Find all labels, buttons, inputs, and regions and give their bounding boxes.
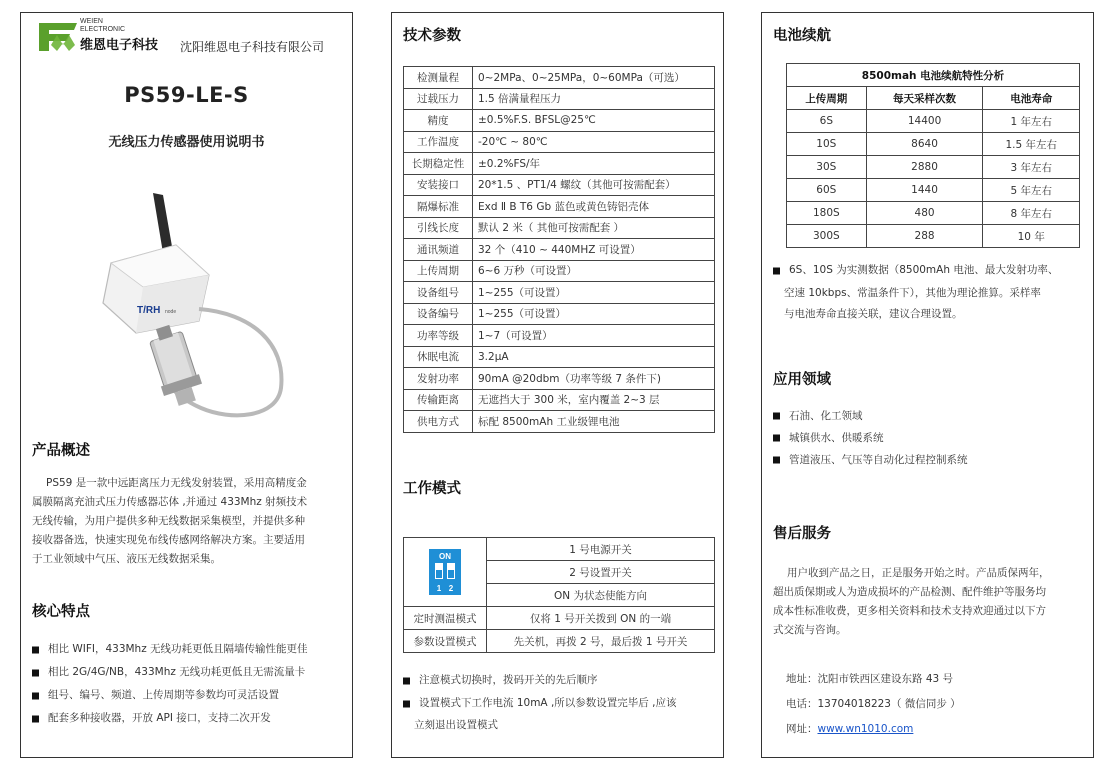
logo-english-text [80,18,125,34]
battery-col-header: 每天采样次数 [866,87,983,110]
device-label-small: node [165,309,177,315]
panel-specs [391,12,724,758]
battery-table [786,63,1080,248]
spec-key: 隔爆标准 [404,196,473,218]
spec-row [404,368,715,390]
mode-row: 2 号设置开关 [487,561,715,584]
spec-key: 安装接口 [404,174,473,196]
spec-row [404,411,715,433]
feature-item: 相比 WIFI，433Mhz 无线功耗更低且隔墙传输性能更佳 [32,638,308,661]
spec-row [404,389,715,411]
product-model: PS59-LE-S [124,83,249,107]
spec-row [404,67,715,89]
battery-cell: 2880 [866,156,983,179]
mode-notes-list [403,669,676,715]
battery-cell: 180S [787,202,867,225]
mode-row: ON 为状态使能方向 [487,584,715,607]
specs-table [403,66,715,433]
service-line: 式交流与咨询。 [773,624,847,636]
battery-cell: 10 年 [983,225,1080,248]
application-list [773,405,968,471]
panel-battery-service [761,12,1094,758]
mode-desc: 仅将 1 号开关拨到 ON 的一端 [487,607,715,630]
spec-row [404,325,715,347]
battery-cell: 5 年左右 [983,179,1080,202]
battery-cell: 30S [787,156,867,179]
service-line: 用户收到产品之日，正是服务开始之时。产品质保两年， [787,567,1050,579]
application-item: 城镇供水、供暖系统 [773,427,968,449]
spec-value: 6~6 万秒（可设置） [473,260,715,282]
spec-value: 1~7（可设置） [473,325,715,347]
spec-row [404,260,715,282]
battery-row [787,156,1080,179]
application-item: 石油、化工领域 [773,405,968,427]
spec-key: 引线长度 [404,217,473,239]
battery-cell: 14400 [866,110,983,133]
spec-value: -20℃ ~ 80℃ [473,131,715,153]
spec-key: 精度 [404,110,473,132]
battery-cell: 8 年左右 [983,202,1080,225]
battery-note-continued [784,283,1041,325]
manual-subtitle: 无线压力传感器使用说明书 [108,135,265,150]
spec-row [404,196,715,218]
device-label: T/RH [137,305,161,316]
switch-2-label: 2 [448,584,454,593]
mode-name: 参数设置模式 [404,630,487,653]
spec-key: 设备组号 [404,282,473,304]
dip-switch-cell [404,538,487,607]
spec-value: 0~2MPa、0~25MPa，0~60MPa（可选） [473,67,715,89]
battery-cell: 8640 [866,133,983,156]
battery-cell: 10S [787,133,867,156]
overview-line: 接收器备选，快速实现免布线传感网络解决方案。主要适用 [32,534,305,546]
logo-chinese-text: 维恩电子科技 [80,38,159,53]
contact-info [786,667,961,742]
mode-note: 设置模式下工作电流 10mA ,所以参数设置完毕后 ,应该 [403,692,676,715]
work-mode-heading: 工作模式 [403,481,461,497]
overview-line: 于工业领域中气压、液压无线数据采集。 [32,553,221,565]
spec-key: 休眠电流 [404,346,473,368]
switch-1-label: 1 [436,584,442,593]
battery-table-caption: 8500mah 电池续航特性分析 [787,64,1080,87]
battery-cell: 6S [787,110,867,133]
website-label: 网址： [786,723,818,735]
feature-item: 配套多种接收器，开放 API 接口，支持二次开发 [32,707,308,730]
website-link[interactable]: www.wn1010.com [817,723,914,735]
spec-key: 通讯频道 [404,239,473,261]
contact-address: 地址：沈阳市铁西区建设东路 43 号 [786,673,954,685]
battery-note-line: 空速 10kbps、常温条件下），其他为理论推算。采样率 [784,287,1041,299]
spec-row [404,110,715,132]
spec-value: ±0.2%FS/年 [473,153,715,175]
spec-key: 设备编号 [404,303,473,325]
battery-cell: 60S [787,179,867,202]
overview-line: 属膜隔离充油式压力传感器芯体 ,并通过 433Mhz 射频技术 [32,496,308,508]
mode-row: 1 号电源开关 [487,538,715,561]
specs-heading: 技术参数 [403,28,461,44]
battery-cell: 288 [866,225,983,248]
spec-key: 工作温度 [404,131,473,153]
service-line: 成本性标准收费，更多相关资料和技术支持欢迎通过以下方 [773,605,1046,617]
battery-cell: 1 年左右 [983,110,1080,133]
spec-row [404,153,715,175]
application-heading: 应用领域 [773,372,831,388]
battery-cell: 1.5 年左右 [983,133,1080,156]
pressure-sensor-device-image [81,183,311,423]
battery-row [787,133,1080,156]
battery-cell: 300S [787,225,867,248]
spec-key: 供电方式 [404,411,473,433]
spec-key: 上传周期 [404,260,473,282]
spec-value: ±0.5%F.S. BFSL@25℃ [473,110,715,132]
spec-row [404,131,715,153]
spec-value: 标配 8500mAh 工业级锂电池 [473,411,715,433]
overview-heading: 产品概述 [32,443,90,459]
spec-value: 1.5 倍满量程压力 [473,88,715,110]
logo-en-line1: WEIEN [80,18,103,25]
spec-value: 默认 2 米（ 其他可按需配套 ） [473,217,715,239]
spec-value: 3.2μA [473,346,715,368]
battery-row [787,202,1080,225]
mode-name: 定时测温模式 [404,607,487,630]
work-mode-table [403,537,715,653]
battery-row [787,110,1080,133]
spec-key: 长期稳定性 [404,153,473,175]
company-name: 沈阳维恩电子科技有限公司 [180,40,325,54]
spec-row [404,346,715,368]
spec-key: 过载压力 [404,88,473,110]
switch-on-label: ON [439,552,451,561]
overview-paragraph [32,474,348,569]
dip-switch-icon [429,549,461,595]
battery-col-header: 电池寿命 [983,87,1080,110]
battery-note: 6S、10S 为实测数据（8500mAh 电池、最大发射功率、 [773,260,1058,281]
application-item: 管道液压、气压等自动化过程控制系统 [773,449,968,471]
logo-en-line2: ELECTRONIC [80,26,126,33]
spec-key: 检测量程 [404,67,473,89]
feature-item: 相比 2G/4G/NB，433Mhz 无线功耗更低且无需流量卡 [32,661,308,684]
battery-cell: 480 [866,202,983,225]
battery-note-line: 与电池寿命直接关联，建议合理设置。 [784,308,963,320]
spec-value: Exd Ⅱ B T6 Gb 蓝色或黄色铸铝壳体 [473,196,715,218]
battery-col-header: 上传周期 [787,87,867,110]
spec-value: 32 个（410 ~ 440MHZ 可设置） [473,239,715,261]
service-heading: 售后服务 [773,526,831,542]
spec-value: 无遮挡大于 300 米，室内覆盖 2~3 层 [473,389,715,411]
spec-row [404,239,715,261]
service-line: 超出质保期或人为造成损坏的产品检测、配件维护等服务均 [773,586,1046,598]
service-paragraph [773,564,1089,640]
overview-line: 无线传输，为用户提供多种无线数据采集模型，并提供多种 [32,515,305,527]
battery-heading: 电池续航 [773,28,831,44]
mode-desc: 先关机，再拨 2 号，最后拨 1 号开关 [487,630,715,653]
spec-key: 功率等级 [404,325,473,347]
features-list [32,638,308,730]
panel-product-intro [20,12,353,758]
battery-row [787,179,1080,202]
spec-key: 发射功率 [404,368,473,390]
spec-row [404,88,715,110]
spec-value: 90mA @20dbm（功率等级 7 条件下) [473,368,715,390]
features-heading: 核心特点 [32,604,90,620]
spec-row [404,303,715,325]
spec-row [404,282,715,304]
contact-website [786,717,961,742]
spec-value: 20*1.5 、PT1/4 螺纹（其他可按需配套） [473,174,715,196]
battery-cell: 1440 [866,179,983,202]
spec-value: 1~255（可设置） [473,282,715,304]
battery-note-list [773,260,1058,281]
battery-row [787,225,1080,248]
contact-phone: 电话：13704018223（ 微信同步 ） [786,698,961,710]
mode-note: 注意模式切换时，拨码开关的先后顺序 [403,669,676,692]
spec-value: 1~255（可设置） [473,303,715,325]
mode-note-continued: 立刻退出设置模式 [414,719,498,731]
overview-line: PS59 是一款中远距离压力无线发射装置，采用高精度金 [46,477,307,489]
spec-key: 传输距离 [404,389,473,411]
battery-cell: 3 年左右 [983,156,1080,179]
spec-row [404,217,715,239]
spec-row [404,174,715,196]
feature-item: 组号、编号、频道、上传周期等参数均可灵活设置 [32,684,308,707]
